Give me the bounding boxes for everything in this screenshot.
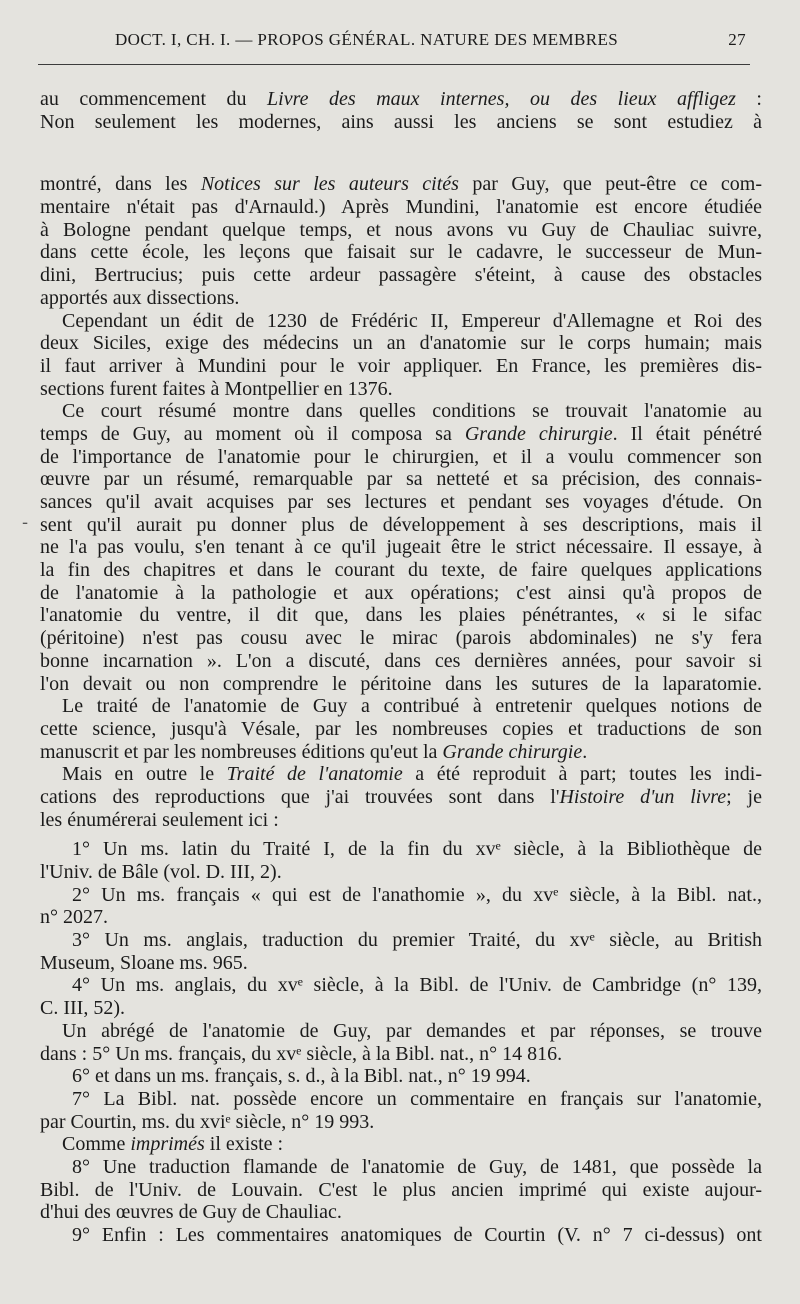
text-segment: sent qu'il aurait pu donner plus de développement à ses descriptions, mais il: [40, 513, 762, 536]
text-segment: mentaire n'était pas d'Arnauld.) Après Mundini, l'anatomie est encore étudiée: [40, 196, 762, 219]
text-line: [40, 1224, 762, 1247]
text-segment: temps de Guy, au moment où il composa sa: [40, 422, 465, 445]
text-segment: montré, dans les: [40, 173, 201, 196]
running-title: DOCT. I, CH. I. — PROPOS GÉNÉRAL. NATURE DES MEMBRES: [115, 30, 619, 49]
text-segment: 8° Une traduction flamande de l'anatomie de Guy, de 1481, que possède la: [72, 1155, 762, 1178]
text-segment: C. III, 52).: [40, 997, 125, 1020]
italic-title: Traité de l'anatomie: [226, 763, 403, 786]
text-line: [40, 861, 762, 884]
text-line: [40, 468, 762, 491]
text-line: [40, 1156, 762, 1179]
text-line: [40, 1111, 762, 1134]
text-segment: ; je: [726, 785, 762, 808]
text-line: [40, 786, 762, 809]
header-rule: [38, 64, 750, 65]
text-line: [40, 332, 762, 355]
text-line: [40, 491, 762, 514]
text-segment: :: [735, 88, 762, 110]
text-segment: au commencement du: [40, 88, 268, 110]
text-segment: il existe :: [204, 1133, 284, 1156]
text-segment: Museum, Sloane ms. 965.: [40, 951, 248, 974]
text-segment: (péritoine) n'est pas cousu avec le mirac (parois abdominales) ne s'y fera: [40, 627, 762, 650]
page-number: 27: [728, 30, 746, 49]
italic-title: Grande chirurgie: [442, 740, 583, 763]
text-line: [40, 173, 762, 196]
text-segment: cations des reproductions que j'ai trouvées sont dans l': [40, 785, 560, 808]
text-line: [40, 1020, 762, 1043]
text-segment: l'on devait ou non comprendre le péritoine dans les sutures de la laparatomie.: [40, 672, 762, 695]
text-line: [40, 952, 762, 975]
text-segment: Bibl. de l'Univ. de Louvain. C'est le plus ancien imprimé qui existe aujour-: [40, 1178, 762, 1201]
text-segment: d'hui des œuvres de Guy de Chauliac.: [40, 1201, 342, 1224]
text-line: [40, 718, 762, 741]
text-line: [40, 536, 762, 559]
text-line: [40, 997, 762, 1020]
text-segment: par Courtin, ms. du xviᵉ siècle, n° 19 993.: [40, 1110, 375, 1133]
text-segment: dini, Bertrucius; puis cette ardeur passagère s'éteint, à cause des obstacles: [40, 264, 762, 287]
text-segment: de l'importance de l'anatomie pour le chirurgien, et il a voulu commencer son: [40, 445, 762, 468]
text-line: [40, 219, 762, 242]
text-line: [40, 582, 762, 605]
italic-title: Notices sur les auteurs cités: [200, 173, 459, 196]
text-segment: sances qu'il avait acquises par ses lectures et pendant ses voyages d'étude. On: [40, 491, 762, 513]
text-segment: dans : 5° Un ms. français, du xvᵉ siècle, à la Bibl. nat., n° 14 816.: [40, 1042, 563, 1065]
list-gap: [40, 831, 762, 838]
text-segment: à Bologne pendant quelque temps, et nous avons vu Guy de Chauliac suivre,: [40, 218, 762, 241]
text-segment: Mais en outre le: [62, 763, 227, 786]
text-line: [40, 741, 762, 764]
text-segment: 6° et dans un ms. français, s. d., à la Bibl. nat., n° 19 994.: [72, 1065, 531, 1088]
text-line: [40, 355, 762, 378]
text-segment: a été reproduit à part; toutes les indi-: [402, 763, 762, 786]
text-line: [40, 763, 762, 786]
text-line: [40, 1065, 762, 1088]
text-line: [40, 906, 762, 929]
text-segment: 7° La Bibl. nat. possède encore un commentaire en français sur l'anatomie,: [72, 1087, 762, 1110]
text-segment: ne l'a pas voulu, s'en tenant à ce qu'il jugeait être le strict nécessaire. Il essaye, à: [40, 536, 762, 559]
text-segment: de l'anatomie à la pathologie et aux opérations; c'est ainsi qu'à propos de: [40, 581, 762, 604]
paragraph-gap: [40, 133, 762, 173]
text-segment: apportés aux dissections.: [40, 286, 240, 309]
text-segment: les énumérerai seulement ici :: [40, 808, 279, 831]
text-segment: n° 2027.: [40, 906, 108, 929]
text-line: [40, 88, 762, 111]
margin-dash: -: [22, 512, 29, 533]
text-line: [40, 1088, 762, 1111]
text-segment: dans cette école, les leçons que faisait sur le cadavre, le successeur de Mun-: [40, 241, 762, 264]
text-line: [40, 1133, 762, 1156]
text-line: [40, 1043, 762, 1066]
text-segment: manuscrit et par les nombreuses éditions qu'eut la: [40, 740, 443, 763]
text-line: [40, 627, 762, 650]
text-line: [40, 264, 762, 287]
text-line: [40, 310, 762, 333]
text-segment: Le traité de l'anatomie de Guy a contribué à entretenir quelques notions de: [62, 695, 762, 718]
text-segment: il faut arriver à Mundini pour le voir appliquer. En France, les premières dis-: [40, 354, 762, 377]
text-segment: par Guy, que peut-être ce com-: [458, 173, 762, 196]
text-line: [40, 423, 762, 446]
text-segment: 9° Enfin : Les commentaires anatomiques de Courtin (V. n° 7 ci-dessus) ont: [72, 1224, 762, 1246]
italic-title: Histoire d'un livre: [559, 785, 727, 808]
text-segment: l'anatomie du ventre, il dit que, dans les plaies pénétrantes, « si le sifac: [40, 604, 762, 627]
italic-title: Livre des maux internes, ou des lieux affligez: [267, 88, 736, 110]
text-line: [40, 514, 762, 537]
text-line: [40, 1179, 762, 1202]
text-line: [40, 196, 762, 219]
text-segment: œuvre par un résumé, remarquable par sa netteté et sa précision, des connais-: [40, 468, 762, 491]
text-segment: 1° Un ms. latin du Traité I, de la fin du xvᵉ siècle, à la Bibliothèque de: [72, 838, 762, 861]
text-line: [40, 673, 762, 696]
text-line: [40, 400, 762, 423]
text-line: [40, 929, 762, 952]
text-segment: sections furent faites à Montpellier en 1376.: [40, 377, 393, 400]
text-line: [40, 838, 762, 861]
text-segment: l'Univ. de Bâle (vol. D. III, 2).: [40, 861, 282, 883]
text-line: [40, 446, 762, 469]
text-segment: 2° Un ms. français « qui est de l'anathomie », du xvᵉ siècle, à la Bibl. nat.,: [72, 883, 762, 906]
text-line: [40, 559, 762, 582]
text-line: [40, 1201, 762, 1224]
text-line: [40, 650, 762, 673]
text-segment: la fin des chapitres et dans le courant du texte, de faire quelques applications: [40, 559, 762, 582]
text-line: [40, 241, 762, 264]
text-segment: Cependant un édit de 1230 de Frédéric II, Empereur d'Allemagne et Roi des: [62, 309, 762, 332]
text-segment: 4° Un ms. anglais, du xvᵉ siècle, à la Bibl. de l'Univ. de Cambridge (n° 139,: [72, 974, 762, 997]
italic-title: Grande chirurgie: [464, 422, 613, 445]
page-body: [40, 88, 762, 1247]
text-segment: Ce court résumé montre dans quelles conditions se trouvait l'anatomie au: [62, 400, 762, 423]
text-line: [40, 809, 762, 832]
text-segment: . Il était pénétré: [612, 422, 762, 445]
text-segment: deux Siciles, exige des médecins un an d'anatomie sur le corps humain; mais: [40, 332, 762, 355]
text-segment: 3° Un ms. anglais, traduction du premier Traité, du xvᵉ siècle, au British: [72, 929, 762, 952]
text-line: [40, 287, 762, 310]
text-segment: Comme: [62, 1133, 131, 1156]
text-line: [40, 974, 762, 997]
text-line: [40, 111, 762, 134]
text-line: [40, 884, 762, 907]
text-segment: Non seulement les modernes, ains aussi les anciens se sont estudiez à: [40, 110, 762, 133]
text-segment: bonne incarnation ». L'on a discuté, dans ces dernières années, pour savoir si: [40, 649, 762, 672]
text-line: [40, 604, 762, 627]
text-line: [40, 378, 762, 401]
text-segment: cette science, jusqu'à Vésale, par les nombreuses copies et traductions de son: [40, 717, 762, 740]
text-segment: Un abrégé de l'anatomie de Guy, par demandes et par réponses, se trouve: [62, 1019, 762, 1042]
text-line: [40, 695, 762, 718]
italic-title: imprimés: [130, 1133, 205, 1156]
text-segment: .: [582, 740, 588, 763]
